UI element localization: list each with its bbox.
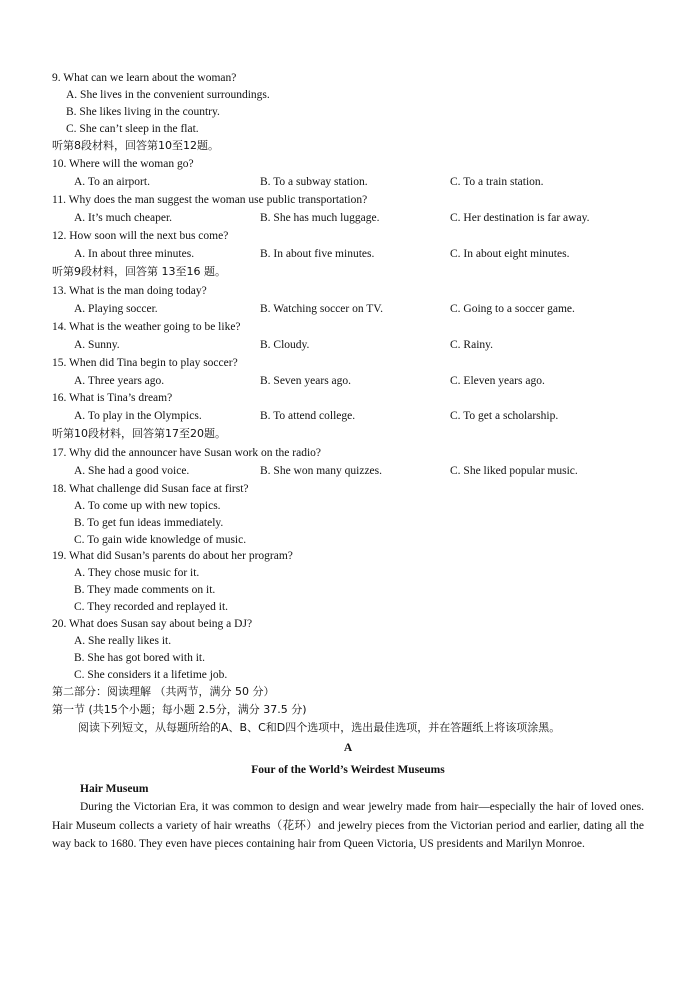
question-19-option-b: B. They made comments on it.: [74, 584, 216, 596]
question-11-stem: 11. Why does the man suggest the woman use public transportation?: [52, 194, 368, 206]
question-19-option-c: C. They recorded and replayed it.: [74, 601, 229, 613]
part-2-heading: 第二部分：阅读理解 （共两节，满分 50 分）: [52, 685, 275, 698]
question-17-option-b: B. She won many quizzes.: [260, 465, 383, 477]
section-9-heading: 听第9段材料，回答第 13至16 题。: [52, 265, 226, 278]
question-18-option-c: C. To gain wide knowledge of music.: [74, 534, 247, 546]
question-11-option-c: C. Her destination is far away.: [450, 212, 590, 224]
question-20-option-c: C. She considers it a lifetime job.: [74, 669, 228, 681]
question-18-option-b: B. To get fun ideas immediately.: [74, 517, 224, 529]
question-19-stem: 19. What did Susan’s parents do about her program?: [52, 550, 293, 562]
question-17-stem: 17. Why did the announcer have Susan work on the radio?: [52, 447, 322, 459]
question-12-option-b: B. In about five minutes.: [260, 248, 375, 260]
question-20-stem: 20. What does Susan say about being a DJ?: [52, 618, 253, 630]
question-15-stem: 15. When did Tina begin to play soccer?: [52, 357, 238, 369]
passage-letter: A: [343, 742, 353, 754]
question-16-option-c: C. To get a scholarship.: [450, 410, 559, 422]
question-13-option-a: A. Playing soccer.: [74, 303, 158, 315]
question-13-stem: 13. What is the man doing today?: [52, 285, 207, 297]
question-9-option-b: B. She likes living in the country.: [66, 106, 220, 118]
question-14-option-b: B. Cloudy.: [260, 339, 310, 351]
question-16-option-b: B. To attend college.: [260, 410, 356, 422]
question-20-option-a: A. She really likes it.: [74, 635, 172, 647]
question-18-option-a: A. To come up with new topics.: [74, 500, 221, 512]
question-15-option-c: C. Eleven years ago.: [450, 375, 545, 387]
question-14-stem: 14. What is the weather going to be like?: [52, 321, 241, 333]
question-15-option-b: B. Seven years ago.: [260, 375, 352, 387]
question-17-option-c: C. She liked popular music.: [450, 465, 578, 477]
section-8-heading: 听第8段材料，回答第10至12题。: [52, 139, 219, 152]
question-10-option-b: B. To a subway station.: [260, 176, 368, 188]
question-15-option-a: A. Three years ago.: [74, 375, 165, 387]
section-10-heading: 听第10段材料，回答第17至20题。: [52, 427, 226, 440]
question-11-option-b: B. She has much luggage.: [260, 212, 380, 224]
question-16-stem: 16. What is Tina’s dream?: [52, 392, 173, 404]
passage-title: Four of the World’s Weirdest Museums: [251, 764, 445, 776]
question-12-stem: 12. How soon will the next bus come?: [52, 230, 229, 242]
part-2-section-1-heading: 第一节 (共15个小题；每小题 2.5分，满分 37.5 分): [52, 703, 307, 716]
passage-paragraph: During the Victorian Era, it was common to design and wear jewelry made from hair—especially the hair of loved ones. Hair Museum collects a variety of hair wreaths（花环）and jewelry pieces from the Victorian period and earlier, dating all the way back to 1680. They even have pieces containing hair from Queen Victoria, US presidents and Marilyn Monroe.: [52, 801, 644, 851]
question-18-stem: 18. What challenge did Susan face at first?: [52, 483, 249, 495]
subheading-hair-museum: Hair Museum: [80, 783, 149, 795]
question-20-option-b: B. She has got bored with it.: [74, 652, 205, 664]
question-19-option-a: A. They chose music for it.: [74, 567, 200, 579]
question-9-option-a: A. She lives in the convenient surroundings.: [66, 89, 270, 101]
question-14-option-c: C. Rainy.: [450, 339, 494, 351]
question-10-stem: 10. Where will the woman go?: [52, 158, 194, 170]
question-13-option-c: C. Going to a soccer game.: [450, 303, 575, 315]
question-9-option-c: C. She can’t sleep in the flat.: [66, 123, 199, 135]
question-12-option-c: C. In about eight minutes.: [450, 248, 570, 260]
question-10-option-a: A. To an airport.: [74, 176, 150, 188]
question-12-option-a: A. In about three minutes.: [74, 248, 195, 260]
question-16-option-a: A. To play in the Olympics.: [74, 410, 202, 422]
question-17-option-a: A. She had a good voice.: [74, 465, 190, 477]
question-9-stem: 9. What can we learn about the woman?: [52, 72, 237, 84]
question-11-option-a: A. It’s much cheaper.: [74, 212, 173, 224]
question-14-option-a: A. Sunny.: [74, 339, 120, 351]
reading-instructions: 阅读下列短文，从每题所给的A、B、C和D四个选项中，选出最佳选项，并在答题纸上将该项涂黑。: [78, 721, 561, 734]
question-13-option-b: B. Watching soccer on TV.: [260, 303, 384, 315]
question-10-option-c: C. To a train station.: [450, 176, 544, 188]
